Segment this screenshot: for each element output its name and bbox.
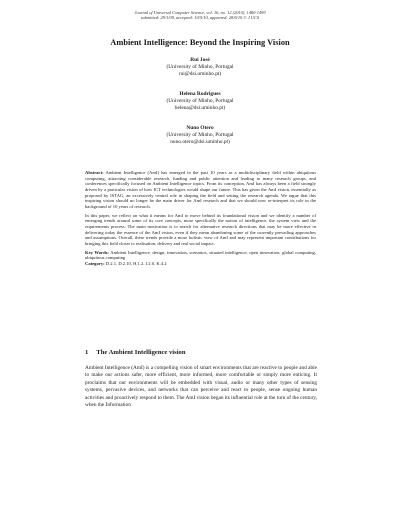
keywords [85,250,316,261]
section-number: 1 [85,349,89,356]
author-email: nuno.otero@dsi.uminho.pt) [170,139,230,145]
author-block [0,125,400,146]
author-name: Rui José [190,57,210,63]
keywords-text: Ambient Intelligence, design, innovation, scenarios, situated intelligence, open innovation, global computing, ubiquitous computing [85,249,316,261]
abstract-paragraph [85,213,316,247]
author-name: Helena Rodrigues [179,91,221,97]
section-heading [85,349,186,356]
category [85,261,316,267]
author-name: Nuno Otero [186,125,214,131]
abstract-paragraph [85,170,316,210]
section-body [85,365,317,410]
author-affiliation: (University of Minho, Portugal [166,64,234,70]
abstract-block [85,170,316,267]
abstract-text: In this paper, we reflect on what it means for AmI to move behind its foundational vision and we identify a number of emerging trends around some of its core concepts, more specifically the notion of intelligence, the system view and the requirements process. The main motivation is to search for alternative research directions that may be more effective in delivering today the essence of the AmI vision, even if they mean abandoning some of the currently prevailing approaches and assumptions. Overall, these trends provide a more holistic view of AmI and may represent important contributions for bringing this field closer to realisation, delivery and real social impact. [85,212,316,246]
author-email: rui@dsi.uminho.pt) [178,71,222,77]
author-affiliation: (University of Minho, Portugal [166,98,234,104]
abstract-label: Abstract: [85,170,104,175]
author-block [0,91,400,112]
body-paragraph: Ambient Intelligence (AmI) is a compelling vision of smart environments that are reactive to people and able to make our actions safer, more efficient, more informed, more comfortable or simply more enticing. It proclaims that our environments will be embedded with visual, audio or many other types of sensing systems, pervasive devices, and networks that can perceive and react to people, sense ongoing human activities and proactively respond to them. The AmI vision began its influential role at the turn of the century, when the Information [85,365,317,409]
keywords-label: Key Words: [85,249,109,255]
journal-citation: Journal of Universal Computer Science, vol. 16, no. 12 (2010), 1480-1499 [134,10,266,15]
paper-title: Ambient Intelligence: Beyond the Inspiring Vision [110,38,290,47]
author-affiliation: (University of Minho, Portugal [166,132,234,138]
journal-header [0,10,400,21]
section-title: The Ambient Intelligence vision [96,349,186,356]
abstract-text: Ambient Intelligence (AmI) has emerged in the past 10 years as a multidisciplinary field within ubiquitous computing, attracting considerable research, funding and public attention and leading to many research groups, and conferences specifically focused on Ambient Intelligence topics. From its conception, AmI has always been a field strongly driven by a particular vision of how ICT technologies would shape our future. This has given the AmI vision, essentially as proposed by ISTAG, an excessively central role in shaping the field and setting the research agenda. We argue that this inspiring vision should no longer be the main driver for AmI research and that we should now re-interpret its role in the background of 10 years of research. [85,170,316,209]
category-label: Category: [85,260,105,266]
category-text: D.2.1, D.2.10, H.1.2, I.2.0, K.4.2 [105,260,167,266]
author-email: helena@dsi.uminho.pt) [174,105,226,111]
author-block [0,57,400,78]
submission-dates: submitted: 29/1/09, accepted: 10/5/10, appeared: 28/6/10 © J.UCS [140,15,260,21]
